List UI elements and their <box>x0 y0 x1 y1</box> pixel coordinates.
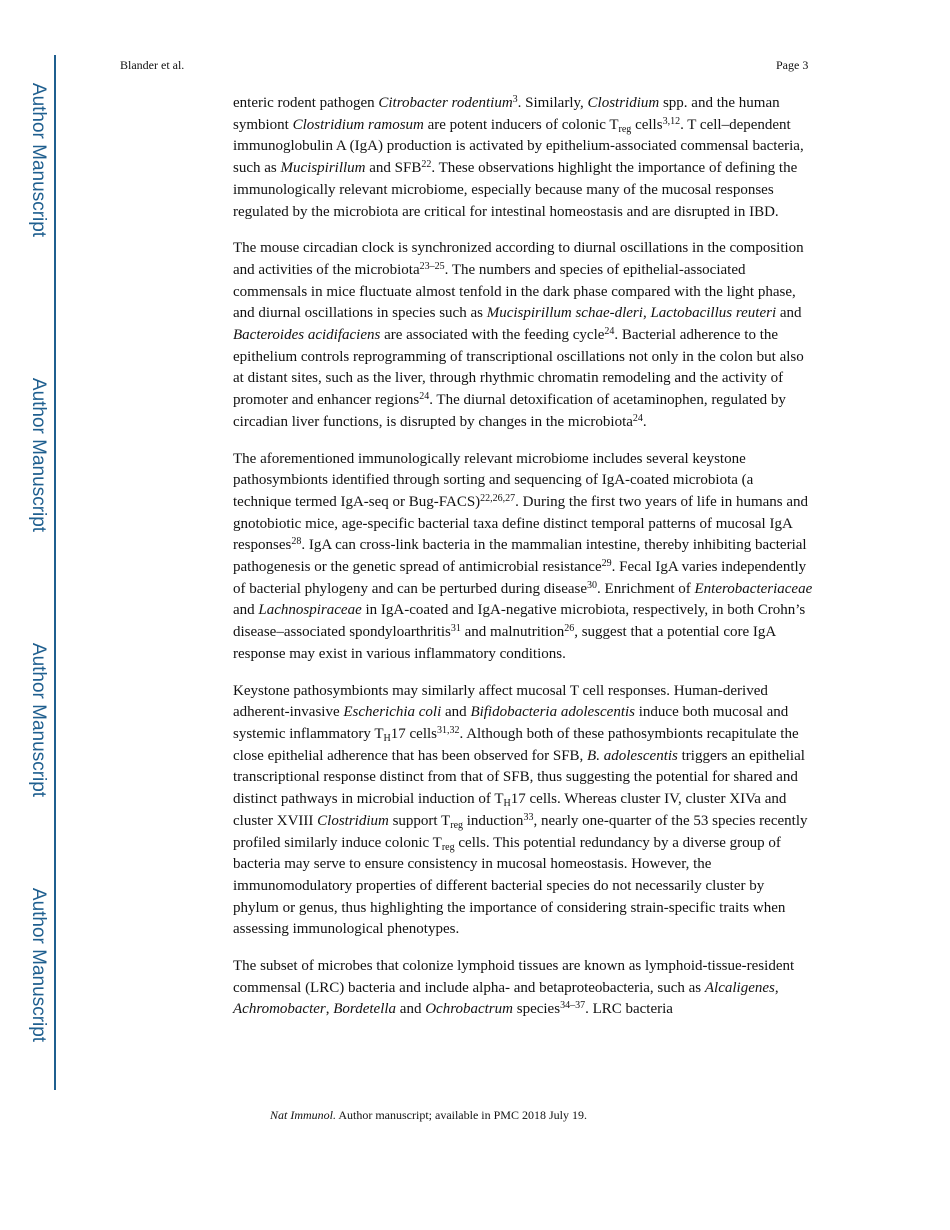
species-name: Bordetella <box>333 1001 397 1018</box>
citation-ref: 28 <box>291 536 302 548</box>
text-run: . Bacterial adherence to the epithelium controls reprogramming of transcriptional oscillations not only in the colon but also at distant sites, such as the liver, through rhythmic chromatin remodeling and the activity of promoter and enhancer regions <box>233 327 804 409</box>
citation-ref: 24 <box>632 412 643 424</box>
species-name: Lachnospiraceae <box>258 602 362 619</box>
text-run: , <box>325 1001 334 1018</box>
text-run: The mouse circadian clock is synchronized according to diurnal oscillations in the composition and activities of the microbiota <box>233 240 804 278</box>
text-run: . <box>642 413 647 430</box>
footer-citation <box>270 1108 587 1123</box>
text-run: The aforementioned immunologically relevant microbiome includes several keystone pathosymbionts identified through sorting and sequencing of IgA-coated microbiota (a technique termed IgA-seq or Bug-FACS) <box>233 450 754 510</box>
text-run: . Although both of these pathosymbionts recapitulate the close epithelial adherence that has been observed for SFB, <box>233 725 799 764</box>
species-name: B. adolescentis <box>587 747 678 764</box>
subscript: reg <box>450 819 464 831</box>
text-run: The subset of microbes that colonize lymphoid tissues are known as lymphoid-tissue-resident commensal (LRC) bacteria and include alpha- and betaproteobacteria, such as <box>233 958 795 996</box>
availability-note: Author manuscript; available in PMC 2018 July 19. <box>336 1108 587 1122</box>
text-run: induction <box>463 812 524 829</box>
citation-ref: 29 <box>601 558 612 570</box>
text-run: and <box>441 704 471 721</box>
citation-ref: 34–37 <box>560 1000 586 1012</box>
text-run: 17 cells. Whereas cluster IV, cluster XIVa and cluster XVIII <box>233 791 787 829</box>
citation-ref: 3,12 <box>662 115 681 127</box>
text-run: cells <box>631 116 663 133</box>
text-run: . During the first two years of life in humans and gnotobiotic mice, age-specific bacterial taxa define distinct temporal patterns of mucosal IgA responses <box>233 493 809 554</box>
species-name: Bacteroides acidifaciens <box>233 327 381 344</box>
text-run: support T <box>388 812 451 829</box>
text-run: . Similarly, <box>517 95 588 111</box>
sidebar-rule <box>54 55 56 1090</box>
paragraph <box>233 956 813 1021</box>
citation-ref: 26 <box>564 623 575 635</box>
paragraph <box>233 238 813 433</box>
journal-name: Nat Immunol. <box>270 1108 336 1122</box>
text-run: and <box>776 305 802 322</box>
text-run: . LRC bacteria <box>585 1001 673 1018</box>
page-number: Page 3 <box>776 58 809 72</box>
citation-ref: 30 <box>587 579 598 591</box>
text-run: , nearly one-quarter of the 53 species recently profiled similarly induce colonic T <box>233 812 808 851</box>
text-run: species <box>512 1001 561 1018</box>
subscript: reg <box>618 123 632 135</box>
text-run: , <box>642 305 651 322</box>
species-name: Mucispirillum schae-dleri <box>486 305 643 322</box>
species-name: Escherichia coli <box>343 704 442 721</box>
species-name: Clostridium <box>317 812 389 829</box>
text-run: , suggest that a potential core IgA response may exist in various inflammatory conditions. <box>233 624 776 662</box>
species-name: Lactobacillus reuteri <box>650 305 777 322</box>
text-run: . T cell–dependent immunoglobulin A (IgA) production is activated by epithelium-associated commensal bacteria, such as <box>233 116 804 177</box>
species-name: Achromobacter <box>233 1001 326 1018</box>
paragraph <box>233 93 813 223</box>
text-run: . Fecal IgA varies independently of bacterial phylogeny and can be perturbed during disease <box>233 559 807 597</box>
text-run: and malnutrition <box>460 624 565 641</box>
species-name: Citrobacter rodentium <box>378 95 513 111</box>
text-run: cells. This potential redundancy by a diverse group of bacteria may serve to ensure consistency in mucosal homeostasis. However, the immunomodulatory properties of different bacterial species do not necessarily cluster by phylum or genus, thus highlighting the importance of considering strain-specific traits when assessing immunological phenotypes. <box>233 834 786 938</box>
species-name: Mucispirillum <box>280 160 366 177</box>
citation-ref: 24 <box>604 326 615 338</box>
text-run: triggers an epithelial transcriptional response distinct from that of SFB, thus suggesting the potential for shared and distinct pathways in microbial induction of T <box>233 747 805 808</box>
citation-ref: 31 <box>450 623 461 635</box>
text-run: . The diurnal detoxification of acetaminophen, regulated by circadian liver functions, is disrupted by changes in the microbiota <box>233 392 786 430</box>
paragraph <box>233 449 813 666</box>
citation-ref: 23–25 <box>419 260 445 272</box>
running-header-authors: Blander et al. <box>120 58 185 72</box>
paragraph <box>233 681 813 941</box>
citation-ref: 33 <box>523 811 534 823</box>
text-run: and <box>233 602 259 619</box>
subscript: H <box>503 798 511 810</box>
species-name: Bifidobacteria adolescentis <box>470 704 635 721</box>
species-name: Enterobacteriaceae <box>694 580 813 597</box>
text-run: spp. and the human symbiont <box>233 95 780 133</box>
author-manuscript-label: Author Manuscript <box>28 82 49 238</box>
author-manuscript-label: Author Manuscript <box>28 377 49 533</box>
citation-ref: 24 <box>419 391 430 403</box>
text-run: enteric rodent pathogen <box>233 95 379 111</box>
text-run: are potent inducers of colonic T <box>423 116 619 133</box>
text-run: are associated with the feeding cycle <box>380 327 605 344</box>
text-run: and <box>396 1001 426 1018</box>
text-run: in IgA-coated and IgA-negative microbiota, respectively, in both Crohn’s disease–associated spondyloarthritis <box>233 602 806 641</box>
species-name: Clostridium <box>587 95 660 111</box>
text-run: Keystone pathosymbionts may similarly affect mucosal T cell responses. Human-derived adherent-invasive <box>233 682 768 721</box>
species-name: Ochrobactrum <box>425 1001 513 1018</box>
text-run: , <box>774 979 779 996</box>
citation-ref: 31,32 <box>437 724 460 736</box>
author-manuscript-label: Author Manuscript <box>28 887 49 1043</box>
text-run: and SFB <box>365 160 422 177</box>
subscript: H <box>383 732 391 744</box>
text-run: . Enrichment of <box>597 580 695 597</box>
species-name: Clostridium ramosum <box>292 116 424 133</box>
citation-ref: 22,26,27 <box>480 492 516 504</box>
article-body <box>233 93 813 1036</box>
citation-ref: 22 <box>421 159 432 171</box>
subscript: reg <box>441 841 455 853</box>
text-run: . The numbers and species of epithelial-associated commensals in mice fluctuate almost tenfold in the dark phase compared with the light phase, and diurnal oscillations in species such as <box>233 261 796 322</box>
text-run: induce both mucosal and systemic inflammatory T <box>233 704 789 742</box>
author-manuscript-label: Author Manuscript <box>28 642 49 798</box>
text-run: 17 cells <box>390 725 438 742</box>
citation-ref: 3 <box>512 94 518 105</box>
text-run: . These observations highlight the importance of defining the immunologically relevant microbiome, especially because many of the mucosal responses regulated by the microbiota are critical for intestinal homeostasis and are disrupted in IBD. <box>233 160 798 220</box>
text-run: . IgA can cross-link bacteria in the mammalian intestine, thereby inhibiting bacterial pathogenesis or the genetic spread of antimicrobial resistance <box>233 537 807 576</box>
species-name: Alcaligenes <box>704 979 775 996</box>
